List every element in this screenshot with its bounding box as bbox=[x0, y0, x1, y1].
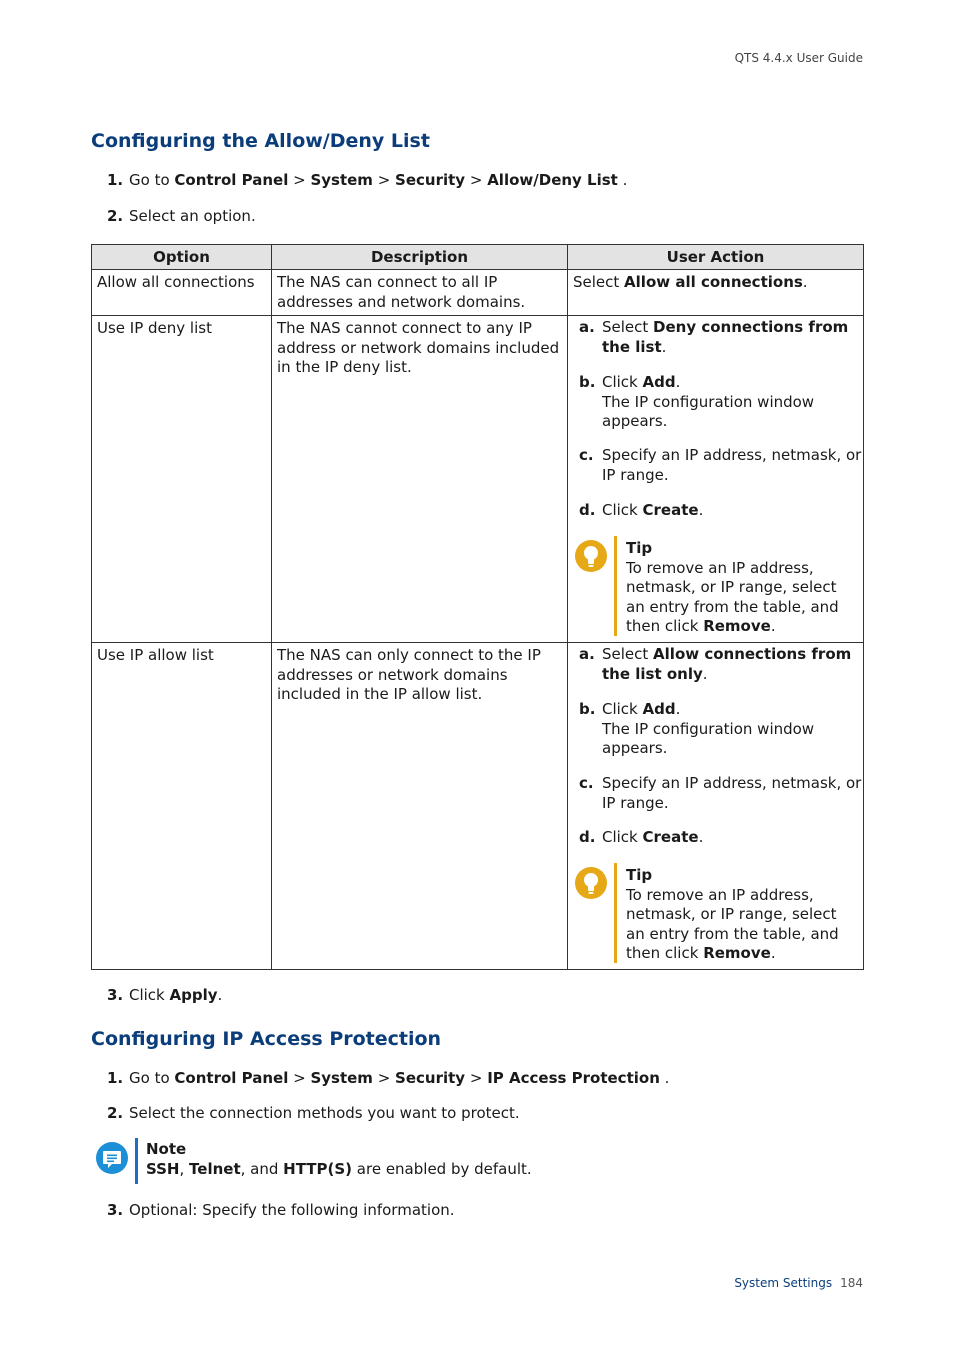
option-cell: Allow all connections bbox=[92, 270, 272, 315]
note-accent-bar bbox=[135, 1138, 138, 1184]
section-title-allow-deny: Configuring the Allow/Deny List bbox=[91, 130, 430, 152]
table-row bbox=[92, 270, 863, 316]
sub-step-d: d. Click Create. bbox=[579, 828, 704, 846]
table-row bbox=[92, 316, 863, 643]
step-1: 1. Go to Control Panel > System > Security > Allow/Deny List . bbox=[107, 171, 628, 189]
sub-step-a: a. Select Deny connections from the list. bbox=[579, 318, 849, 356]
note-text: Note SSH, Telnet, and HTTP(S) are enabled by default. bbox=[146, 1140, 532, 1178]
note-icon bbox=[95, 1141, 129, 1175]
description-cell: The NAS cannot connect to any IP address or network domains included in the IP deny list. bbox=[272, 316, 568, 642]
tip-text: Tip To remove an IP address, netmask, or IP range, select an entry from the table, and then click Remove. bbox=[626, 866, 839, 962]
option-cell: Use IP allow list bbox=[92, 643, 272, 970]
table-header-description: Description bbox=[272, 245, 568, 269]
step-3: 3. Optional: Specify the following information. bbox=[107, 1201, 455, 1219]
page-number: 184 bbox=[840, 1276, 863, 1290]
tip-text: Tip To remove an IP address, netmask, or IP range, select an entry from the table, and then click Remove. bbox=[626, 539, 839, 635]
sub-step-a: a. Select Allow connections from the list only. bbox=[579, 645, 852, 683]
lightbulb-icon bbox=[574, 866, 608, 900]
tip-accent-bar bbox=[614, 863, 617, 963]
step-2: 2. Select an option. bbox=[107, 207, 256, 225]
note-callout bbox=[95, 1138, 595, 1184]
step-3: 3. Click Apply. bbox=[107, 986, 223, 1004]
section-title-ip-access-protection: Configuring IP Access Protection bbox=[91, 1028, 442, 1050]
sub-step-c: c. Specify an IP address, netmask, or IP range. bbox=[579, 774, 862, 812]
table-row bbox=[92, 643, 863, 970]
description-cell: The NAS can only connect to the IP addresses or network domains included in the IP allow list. bbox=[272, 643, 568, 970]
sub-step-d: d. Click Create. bbox=[579, 501, 704, 519]
options-table bbox=[91, 244, 864, 970]
footer-section: System Settings bbox=[734, 1276, 833, 1290]
sub-step-b: b. Click Add. The IP configuration window appears. bbox=[579, 700, 815, 757]
lightbulb-icon bbox=[574, 539, 608, 573]
description-cell: The NAS can connect to all IP addresses and network domains. bbox=[272, 270, 568, 315]
step-2: 2. Select the connection methods you want to protect. bbox=[107, 1104, 520, 1122]
option-cell: Use IP deny list bbox=[92, 316, 272, 642]
sub-step-c: c. Specify an IP address, netmask, or IP range. bbox=[579, 446, 862, 484]
user-action-cell bbox=[568, 316, 863, 642]
tip-accent-bar bbox=[614, 536, 617, 636]
menu-path-control-panel: Control Panel bbox=[174, 171, 289, 189]
page-footer bbox=[734, 1276, 863, 1290]
table-header-option: Option bbox=[92, 245, 272, 269]
table-header-user-action: User Action bbox=[568, 245, 863, 269]
user-action-cell bbox=[568, 643, 863, 970]
sub-step-b: b. Click Add. The IP configuration window appears. bbox=[579, 373, 815, 430]
step-1: 1. Go to Control Panel > System > Security > IP Access Protection . bbox=[107, 1069, 670, 1087]
running-header: QTS 4.4.x User Guide bbox=[734, 51, 863, 65]
table-header-row bbox=[92, 245, 863, 270]
user-action-cell: Select Allow all connections. bbox=[573, 273, 808, 291]
